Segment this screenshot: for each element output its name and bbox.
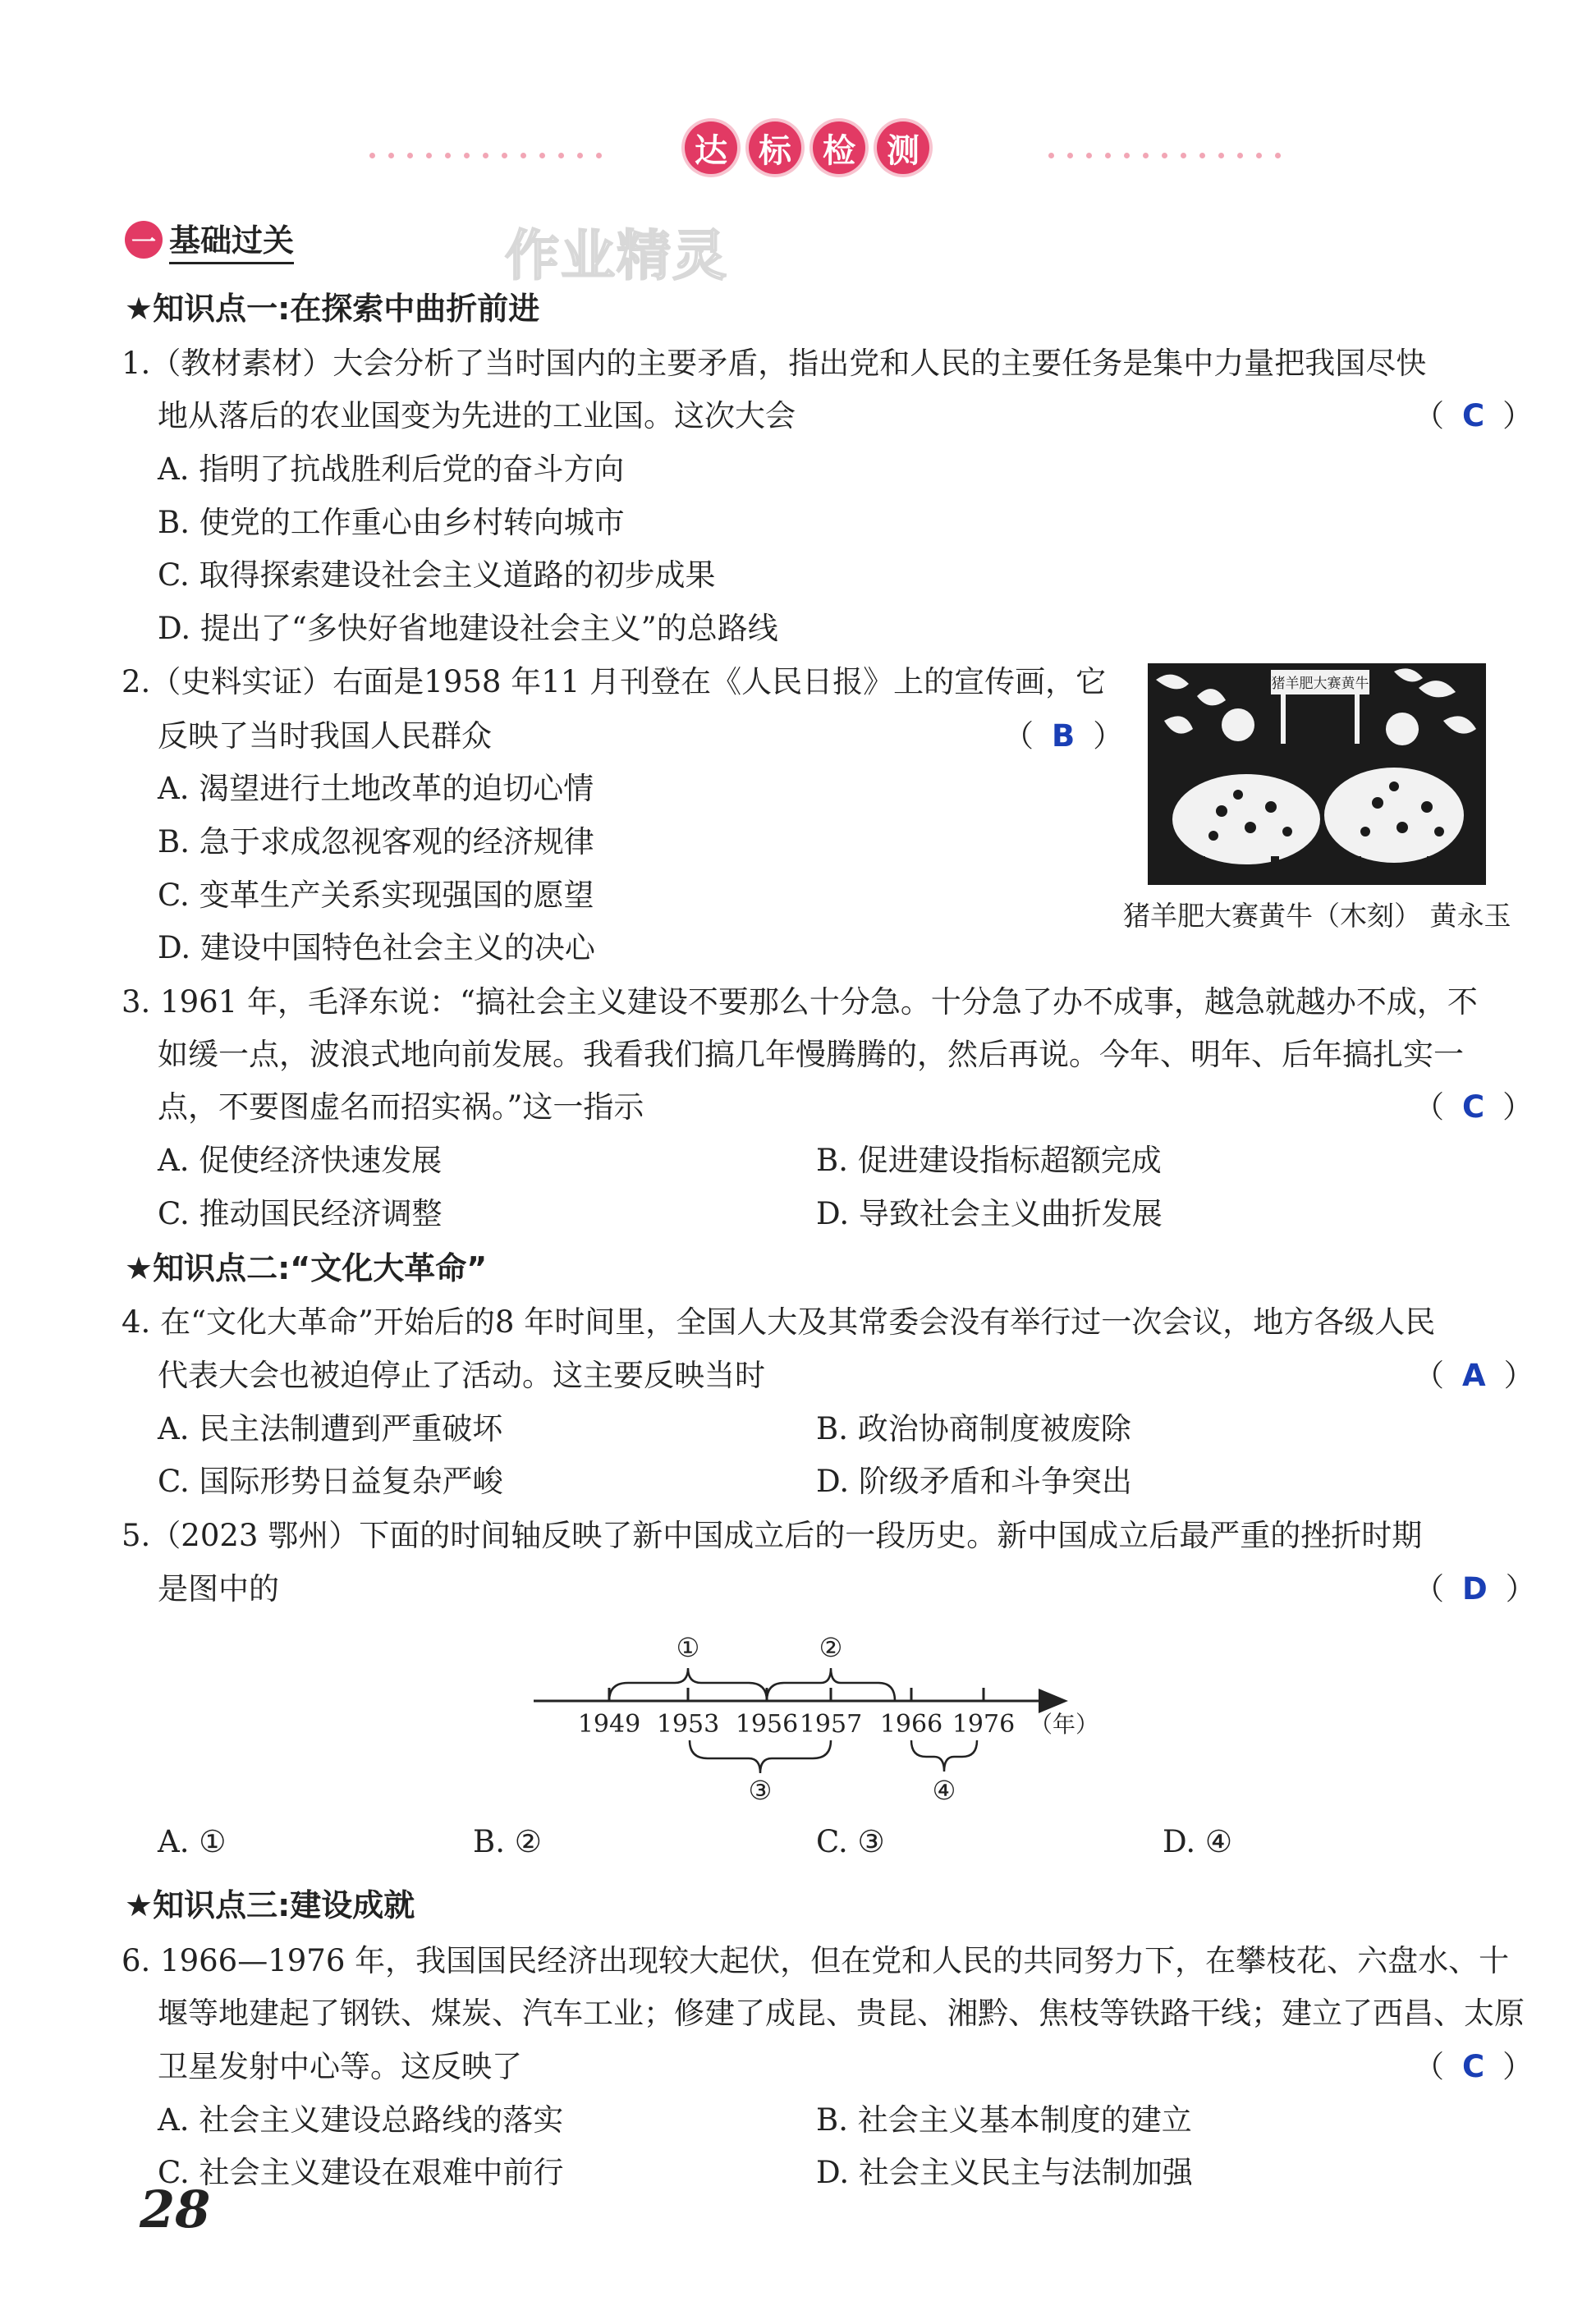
timeline-year-label: 1957 xyxy=(799,1710,863,1739)
question-1-answer: （ C ） xyxy=(1414,398,1534,433)
banner-char: 检 xyxy=(813,121,865,174)
image-caption: 猪羊肥大赛黄牛（木刻） 黄永玉 xyxy=(1123,900,1511,932)
bracket-3 xyxy=(690,1740,831,1773)
knowledge-point-heading: ★知识点一:在探索中曲折前进 xyxy=(125,291,540,327)
question-3-option-b: B. 促进建设指标超额完成 xyxy=(816,1143,1162,1178)
question-1-option-c: C. 取得探索建设社会主义道路的初步成果 xyxy=(158,557,716,593)
question-4-stem: 4. 在“文化大革命”开始后的8 年时间里，全国人大及其常委会没有举行过一次会议，地方各级人民 xyxy=(122,1304,1436,1340)
answer-letter: D xyxy=(1462,1571,1488,1607)
question-4-option-d: D. 阶级矛盾和斗争突出 xyxy=(816,1464,1132,1499)
banner-dots-right xyxy=(1048,153,1281,158)
question-5-stem: 5.（2023 鄂州）下面的时间轴反映了新中国成立后的一段历史。新中国成立后最严重的挫折时期 xyxy=(122,1518,1423,1553)
question-2-option-a: A. 渴望进行土地改革的迫切心情 xyxy=(158,771,594,806)
history-timeline xyxy=(534,1617,1108,1806)
bracket-4 xyxy=(911,1740,977,1772)
question-4-option-b: B. 政治协商制度被废除 xyxy=(816,1411,1131,1446)
timeline-year-label: 1953 xyxy=(656,1710,720,1739)
question-5-option-b: B. ② xyxy=(473,1824,542,1859)
question-2-stem: 2.（史料实证）右面是1958 年11 月刊登在《人民日报》上的宣传画，它 xyxy=(122,664,1107,699)
question-5-option-d: D. ④ xyxy=(1163,1824,1233,1859)
woodcut-propaganda-image xyxy=(1148,663,1486,885)
question-1-stem-cont: 地从落后的农业国变为先进的工业国。这次大会 xyxy=(158,398,796,433)
question-4-stem-cont: 代表大会也被迫停止了活动。这主要反映当时 xyxy=(158,1358,765,1393)
watermark: 作业精灵 xyxy=(505,224,728,287)
answer-letter: A xyxy=(1462,1358,1486,1393)
banner-char: 测 xyxy=(877,121,929,174)
bracket-label-4: ④ xyxy=(932,1775,956,1806)
knowledge-point-heading: ★知识点二:“文化大革命” xyxy=(125,1250,488,1286)
question-2-answer: （ B ） xyxy=(1003,718,1124,754)
timeline-unit: （年） xyxy=(1030,1711,1099,1738)
question-1-stem: 1.（教材素材）大会分析了当时国内的主要矛盾，指出党和人民的主要任务是集中力量把我国尽快 xyxy=(122,346,1427,381)
timeline-year-label: 1976 xyxy=(952,1710,1016,1739)
question-6-answer: （ C ） xyxy=(1414,2049,1534,2084)
question-3-stem-cont: 如缓一点，波浪式地向前发展。我看我们搞几年慢腾腾的，然后再说。今年、明年、后年搞扎实一 xyxy=(158,1037,1464,1072)
question-4-answer: （ A ） xyxy=(1414,1358,1534,1393)
banner-char: 达 xyxy=(685,121,737,174)
bracket-label-2: ② xyxy=(819,1632,843,1663)
question-6-stem-cont: 堰等地建起了钢铁、煤炭、汽车工业；修建了成昆、贵昆、湘黔、焦枝等铁路干线；建立了西昌、太原 xyxy=(158,1996,1525,2031)
question-3-option-d: D. 导致社会主义曲折发展 xyxy=(816,1196,1163,1231)
question-3-answer: （ C ） xyxy=(1414,1089,1534,1125)
section-banner xyxy=(369,121,1281,187)
bracket-label-1: ① xyxy=(676,1632,700,1663)
question-2-stem-cont: 反映了当时我国人民群众 xyxy=(158,718,492,754)
answer-letter: C xyxy=(1462,2049,1485,2084)
question-6-stem-cont: 卫星发射中心等。这反映了 xyxy=(158,2049,522,2084)
timeline-year-label: 1956 xyxy=(735,1710,799,1739)
answer-letter: B xyxy=(1052,718,1075,754)
banner-title xyxy=(685,121,929,174)
question-5-answer: （ D ） xyxy=(1414,1571,1536,1607)
question-5-stem-cont: 是图中的 xyxy=(158,1571,279,1607)
section-number-badge: 一 xyxy=(125,221,163,259)
question-4-option-a: A. 民主法制遭到严重破坏 xyxy=(158,1411,503,1446)
question-5-option-c: C. ③ xyxy=(816,1824,885,1859)
answer-letter: C xyxy=(1462,398,1485,433)
banner-char: 标 xyxy=(749,121,801,174)
question-6-option-b: B. 社会主义基本制度的建立 xyxy=(816,2102,1192,2138)
question-6-option-a: A. 社会主义建设总路线的落实 xyxy=(158,2102,564,2138)
woodcut-banner-text: 猪羊肥大赛黄牛 xyxy=(1271,676,1369,692)
banner-dots-left xyxy=(369,153,602,158)
question-2-option-d: D. 建设中国特色社会主义的决心 xyxy=(158,930,595,965)
page-number: 28 xyxy=(140,2180,211,2239)
question-1-option-d: D. 提出了“多快好省地建设社会主义”的总路线 xyxy=(158,611,778,646)
question-6-option-d: D. 社会主义民主与法制加强 xyxy=(816,2155,1193,2190)
question-3-stem-cont: 点，不要图虚名而招实祸。”这一指示 xyxy=(158,1089,644,1125)
section-title: 基础过关 xyxy=(169,215,294,264)
answer-letter: C xyxy=(1462,1089,1485,1125)
timeline-year-label: 1966 xyxy=(879,1710,943,1739)
section-heading xyxy=(125,215,294,264)
question-3-stem: 3. 1961 年，毛泽东说：“搞社会主义建设不要那么十分急。十分急了办不成事，越急就越办不成，不 xyxy=(122,984,1478,1020)
question-2-option-c: C. 变革生产关系实现强国的愿望 xyxy=(158,878,594,913)
question-3-option-c: C. 推动国民经济调整 xyxy=(158,1196,443,1231)
question-6-stem: 6. 1966—1976 年，我国国民经济出现较大起伏，但在党和人民的共同努力下，在攀枝花、六盘水、十 xyxy=(122,1943,1510,1978)
question-3-option-a: A. 促使经济快速发展 xyxy=(158,1143,443,1178)
timeline-year-label: 1949 xyxy=(577,1710,641,1739)
knowledge-point-heading: ★知识点三:建设成就 xyxy=(125,1887,415,1923)
question-4-option-c: C. 国际形势日益复杂严峻 xyxy=(158,1464,503,1499)
bracket-label-3: ③ xyxy=(748,1775,773,1806)
question-6-option-c: C. 社会主义建设在艰难中前行 xyxy=(158,2155,564,2190)
question-5-option-a: A. ① xyxy=(158,1824,227,1859)
question-1-option-a: A. 指明了抗战胜利后党的奋斗方向 xyxy=(158,451,625,487)
question-1-option-b: B. 使党的工作重心由乡村转向城市 xyxy=(158,505,625,540)
question-2-option-b: B. 急于求成忽视客观的经济规律 xyxy=(158,824,594,859)
